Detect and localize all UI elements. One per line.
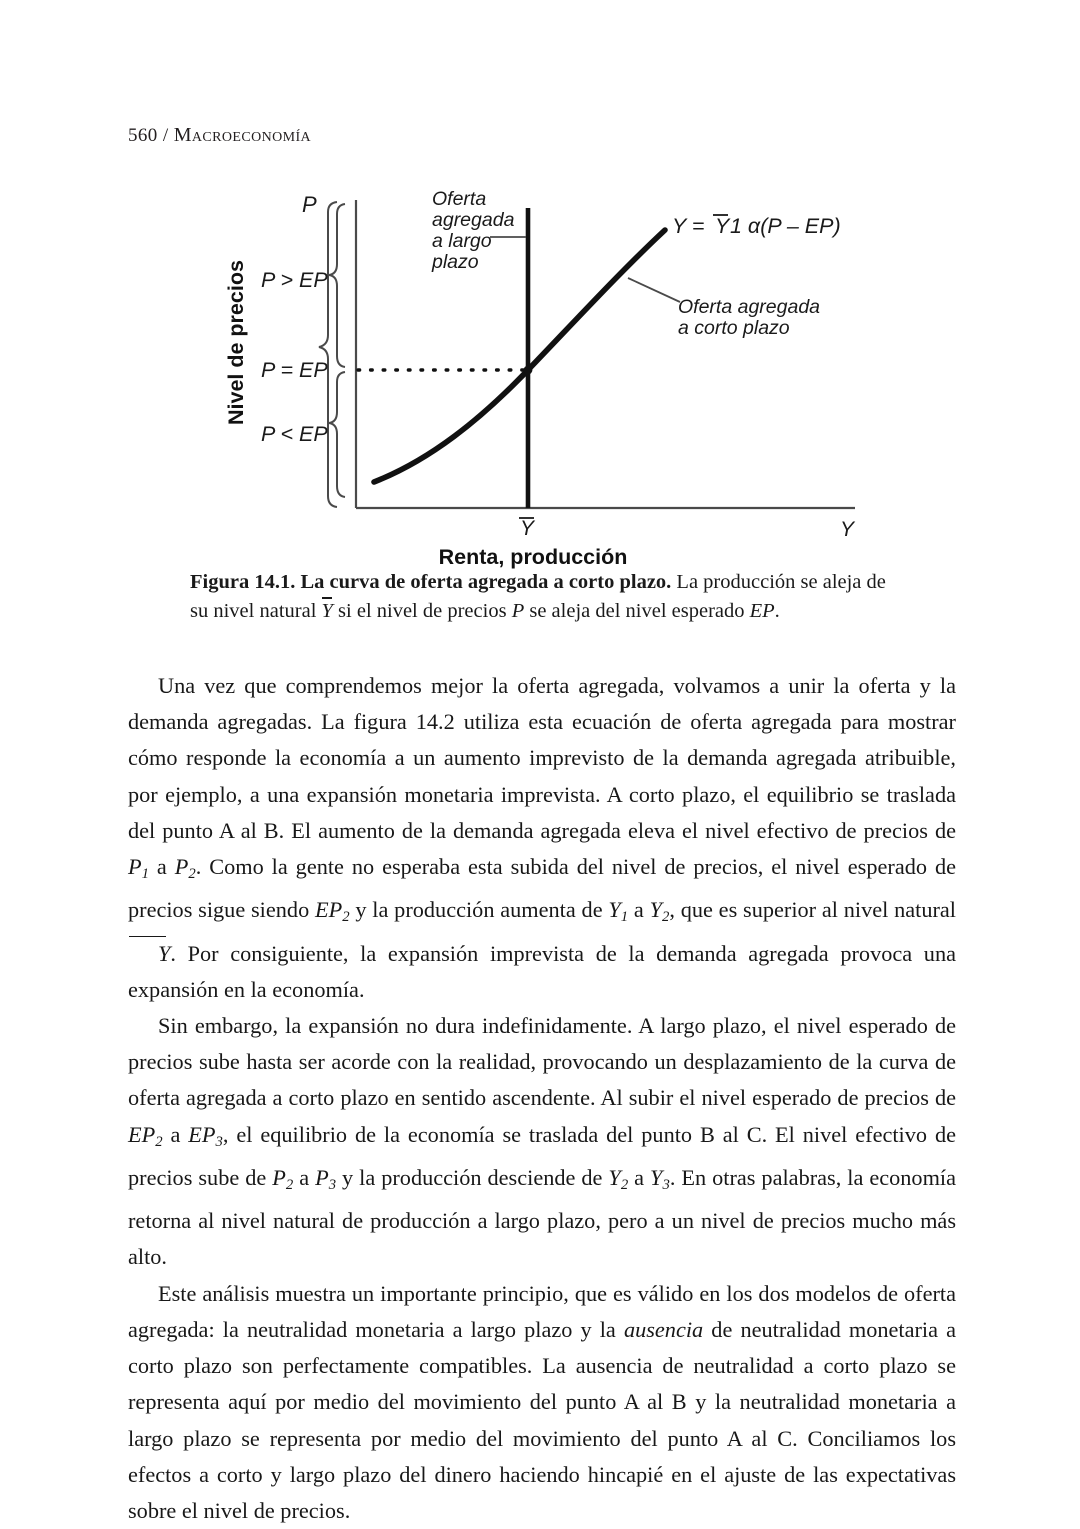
p1-var-ybar: Y (128, 936, 170, 972)
p2-text-5: y la producción desciende de (336, 1164, 609, 1190)
price-axis-outer-brace (319, 202, 337, 507)
p1-var-p2: $P_2$ (174, 854, 196, 883)
p2-var-ep2: $EP_2$ (128, 1121, 163, 1150)
book-title: Macroeconomía (173, 124, 312, 146)
p1-text-6: , que es superior al nivel natural (669, 897, 956, 923)
x-axis-title: Renta, producción (438, 545, 628, 569)
p2-var-y2: $Y_2$ (608, 1164, 629, 1194)
p1-text-2: a (148, 854, 175, 880)
figure-caption (190, 568, 905, 626)
p3-text-2: de neutralidad monetaria a corto plazo son perfectamente compatibles. La ausencia de neutralidad a corto plazo se representa aquí por medio del movimiento del punto A al B y la neutralidad monetaria a largo plazo se representa por medio del movimiento del punto A al C. Conciliamos los efectos a corto y largo plazo del dinero haciendo hincapié en el ajuste de las expectativas sobre el nivel de precios. (128, 1316, 956, 1523)
p1-var-y1: $Y_1$ (608, 897, 629, 926)
p1-var-ep2: $EP_2$ (315, 897, 350, 926)
p2-var-p2: $P_2$ (272, 1164, 294, 1194)
figure-caption-p: P (511, 600, 525, 622)
figure-caption-ybar: Y (322, 597, 333, 626)
figure-caption-text-2: si el nivel de precios (332, 600, 512, 622)
sras-leader-line (628, 278, 680, 302)
p2-text-1: Sin embargo, la expansión no dura indefinidamente. A largo plazo, el nivel esperado de precios sube hasta ser acorde con la realidad, provocando un desplazamiento de la curva de oferta agregada a corto plazo en sentido ascendente. Al subir el nivel esperado de precios de (128, 1013, 956, 1111)
figure-caption-text-4: . (774, 600, 780, 622)
p1-text-5: a (628, 897, 650, 923)
bracket-label-p-equals-ep: P = EP (261, 358, 328, 382)
brace-p-less-ep (329, 372, 345, 497)
equation-rhs: 1 α(P – EP) (730, 214, 841, 238)
p1-var-y2: $Y_2$ (649, 897, 670, 926)
y-axis-symbol: P (302, 192, 317, 217)
page-number: 560 (128, 125, 158, 146)
p2-text-4: a (293, 1164, 316, 1190)
p2-text-2: a (162, 1121, 189, 1147)
bracket-label-p-less-ep: P < EP (261, 422, 328, 446)
body-text (128, 668, 956, 1529)
paragraph-1 (128, 668, 956, 1008)
aggregate-supply-chart (0, 170, 1080, 570)
p2-text-3: , el equilibrio de la economía se traslada del punto B al C. El nivel efectivo de precios sube de (128, 1121, 956, 1190)
paragraph-3 (128, 1276, 956, 1529)
lras-label-line-3: a largo (432, 230, 492, 252)
p1-text-1: Una vez que comprendemos mejor la oferta agregada, volvamos a unir la oferta y la demanda agregadas. La figura 14.2 utiliza esta ecuación de oferta agregada para mostrar cómo responde la economía a un aumento imprevisto de la demanda agregada atribuible, por ejemplo, a una expansión monetaria imprevista. A corto plazo, el equilibrio se traslada del punto A al B. El aumento de la demanda agregada eleva el nivel efectivo de precios de (128, 673, 956, 843)
figure-caption-text-1: La producción se aleja de su nivel natural (190, 571, 886, 622)
paragraph-2 (128, 1008, 956, 1276)
p2-text-7: . En otras palabras, la economía retorna al nivel natural de producción a largo plazo, pero a un nivel de precios mucho más alto. (128, 1164, 957, 1270)
lras-label-line-4: plazo (432, 251, 479, 273)
aggregate-supply-equation (672, 214, 841, 238)
bracket-label-p-greater-ep: P > EP (261, 268, 328, 292)
running-head (128, 124, 311, 147)
sras-label-line-2: a corto plazo (678, 317, 790, 339)
p1-text-4: y la producción aumenta de (349, 897, 609, 923)
x-tick-natural-output (519, 517, 536, 540)
figure-caption-title: Figura 14.1. La curva de oferta agregada a corto plazo. (190, 571, 672, 593)
x-tick-label: Y (520, 517, 535, 540)
equation-lhs: Y = (672, 214, 705, 238)
short-run-aggregate-supply-curve (374, 230, 665, 482)
p2-var-p3: $P_3$ (315, 1164, 337, 1194)
x-axis-symbol: Y (840, 518, 855, 541)
equilibrium-point-marker (524, 366, 533, 375)
equation-ybar: Y (715, 214, 730, 238)
running-head-separator: / (162, 125, 169, 146)
p3-text-1: Este análisis muestra un importante principio, que es válido en los dos modelos de oferta agregada: la neutralidad monetaria a largo plazo y la (128, 1280, 956, 1342)
brace-p-greater-ep (329, 204, 345, 367)
p2-var-ep3: $EP_3$ (188, 1121, 223, 1150)
sras-label-line-1: Oferta agregada (678, 296, 821, 318)
p2-var-y3: $Y_3$ (650, 1164, 670, 1194)
p1-var-p1: $P_1$ (128, 854, 149, 883)
y-axis-title: Nivel de precios (224, 260, 248, 425)
p1-text-7: . Por consiguiente, la expansión imprevista de la demanda agregada provoca una expansión en la economía. (128, 940, 956, 1002)
p2-text-6: a (628, 1164, 651, 1190)
p3-italic-ausencia: ausencia (623, 1316, 704, 1342)
figure-caption-text-3: se aleja del nivel esperado (524, 600, 750, 622)
lras-label-line-2: agregada (432, 209, 515, 231)
figure-14-1 (0, 170, 1080, 570)
lras-label-line-1: Oferta (432, 188, 487, 210)
p1-text-3: . Como la gente no esperaba esta subida del nivel de precios, el nivel esperado de precios sigue siendo (128, 854, 956, 923)
figure-caption-ep: EP (749, 600, 775, 622)
